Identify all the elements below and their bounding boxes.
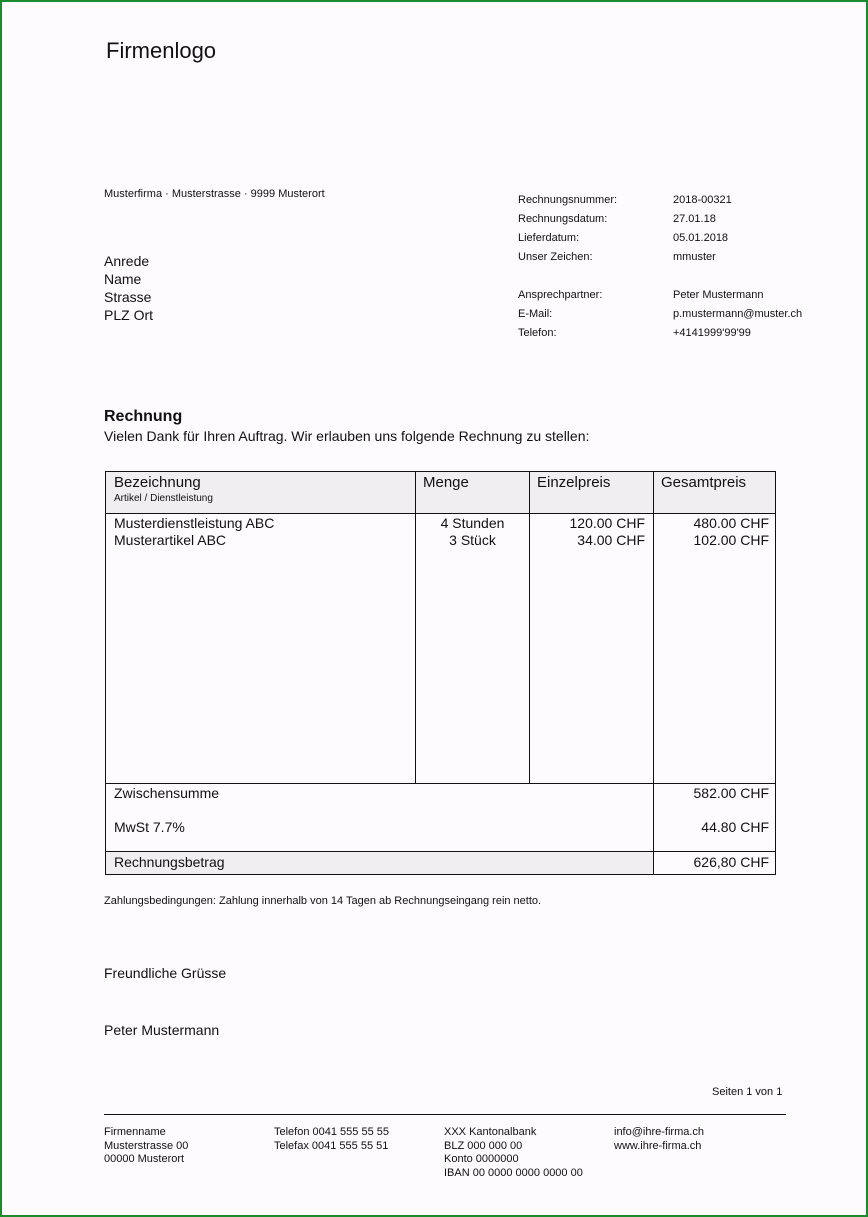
total-label: Rechnungsbetrag — [114, 854, 225, 870]
recipient-salutation: Anrede — [104, 253, 150, 269]
meta-row-invoice-date — [518, 210, 802, 229]
footer-company — [104, 1126, 188, 1167]
footer-website: www.ihre-firma.ch — [614, 1139, 702, 1152]
header-total: Gesamtpreis — [661, 474, 747, 491]
meta-label: Unser Zeichen: — [518, 251, 593, 263]
footer-bank — [444, 1126, 583, 1180]
footer-company-street: Musterstrasse 00 — [104, 1139, 189, 1152]
footer-company-city: 00000 Musterort — [104, 1153, 185, 1165]
meta-label: Lieferdatum: — [518, 232, 580, 244]
meta-value: 05.01.2018 — [673, 232, 729, 244]
recipient-city: PLZ Ort — [104, 307, 154, 323]
recipient-street: Strasse — [104, 289, 152, 305]
document-title: Rechnung — [104, 408, 183, 425]
signer-name: Peter Mustermann — [104, 1022, 220, 1038]
header-description: Bezeichnung — [114, 474, 201, 491]
vat-value: 44.80 CHF — [701, 819, 769, 835]
recipient-name: Name — [104, 271, 142, 287]
footer-web — [614, 1126, 704, 1153]
footer-bank-account: Konto 0000000 — [444, 1153, 519, 1165]
intro-text: Vielen Dank für Ihren Auftrag. Wir erlauben uns folgende Rechnung zu stellen: — [104, 428, 590, 444]
meta-value: +4141999'99'99 — [673, 327, 751, 339]
meta-value: mmuster — [673, 251, 716, 263]
closing-greeting: Freundliche Grüsse — [104, 965, 227, 981]
sender-line: Musterfirma · Musterstrasse · 9999 Musterort — [104, 188, 325, 200]
row-2-unit-price: 34.00 CHF — [577, 532, 645, 548]
recipient-address — [104, 252, 153, 324]
payment-terms: Zahlungsbedingungen: Zahlung innerhalb von 14 Tagen ab Rechnungseingang rein netto. — [104, 895, 542, 907]
footer-email: info@ihre-firma.ch — [614, 1126, 705, 1138]
footer-bank-iban: IBAN 00 0000 0000 0000 00 — [444, 1166, 583, 1179]
meta-row-email — [518, 305, 802, 324]
meta-row-reference — [518, 248, 802, 267]
meta-label: Telefon: — [518, 327, 557, 339]
meta-row-contact — [518, 286, 802, 305]
meta-value: Peter Mustermann — [673, 289, 764, 301]
meta-label: Rechnungsnummer: — [518, 194, 618, 206]
row-2-total: 102.00 CHF — [693, 532, 769, 548]
row-2-quantity: 3 Stück — [449, 532, 496, 548]
row-1-unit-price: 120.00 CHF — [569, 515, 645, 531]
meta-label: Ansprechpartner: — [518, 289, 603, 301]
company-logo: Firmenlogo — [106, 38, 217, 63]
footer-phone — [274, 1126, 389, 1153]
footer-divider — [104, 1114, 786, 1115]
meta-label: E-Mail: — [518, 308, 553, 320]
subtotal-label: Zwischensumme — [114, 785, 220, 801]
meta-value: 27.01.18 — [673, 213, 716, 225]
header-quantity: Menge — [423, 474, 469, 491]
subtotal-divider — [106, 783, 775, 784]
total-divider — [106, 851, 775, 852]
footer-company-name: Firmenname — [104, 1126, 166, 1138]
row-1-quantity: 4 Stunden — [440, 515, 505, 531]
footer-telephone: Telefon 0041 555 55 55 — [274, 1126, 389, 1138]
row-2-description: Musterartikel ABC — [114, 532, 227, 548]
meta-row-phone — [518, 324, 802, 343]
header-description-sub: Artikel / Dienstleistung — [114, 493, 213, 504]
page-number: Seiten 1 von 1 — [712, 1086, 783, 1098]
meta-value: p.mustermann@muster.ch — [673, 308, 803, 320]
row-1-description: Musterdienstleistung ABC — [114, 515, 275, 531]
total-value: 626,80 CHF — [693, 854, 769, 870]
meta-label: Rechnungsdatum: — [518, 213, 608, 225]
vat-label: MwSt 7.7% — [114, 819, 185, 835]
row-1-total: 480.00 CHF — [693, 515, 769, 531]
footer-telefax: Telefax 0041 555 55 51 — [274, 1139, 389, 1152]
invoice-table — [105, 471, 776, 875]
meta-row-delivery-date — [518, 229, 802, 248]
invoice-meta — [518, 191, 802, 343]
meta-row-invoice-number — [518, 191, 802, 210]
subtotal-value: 582.00 CHF — [693, 785, 769, 801]
header-unit-price: Einzelpreis — [537, 474, 611, 491]
footer-bank-blz: BLZ 000 000 00 — [444, 1139, 523, 1152]
footer-bank-name: XXX Kantonalbank — [444, 1126, 537, 1138]
meta-value: 2018-00321 — [673, 194, 732, 206]
